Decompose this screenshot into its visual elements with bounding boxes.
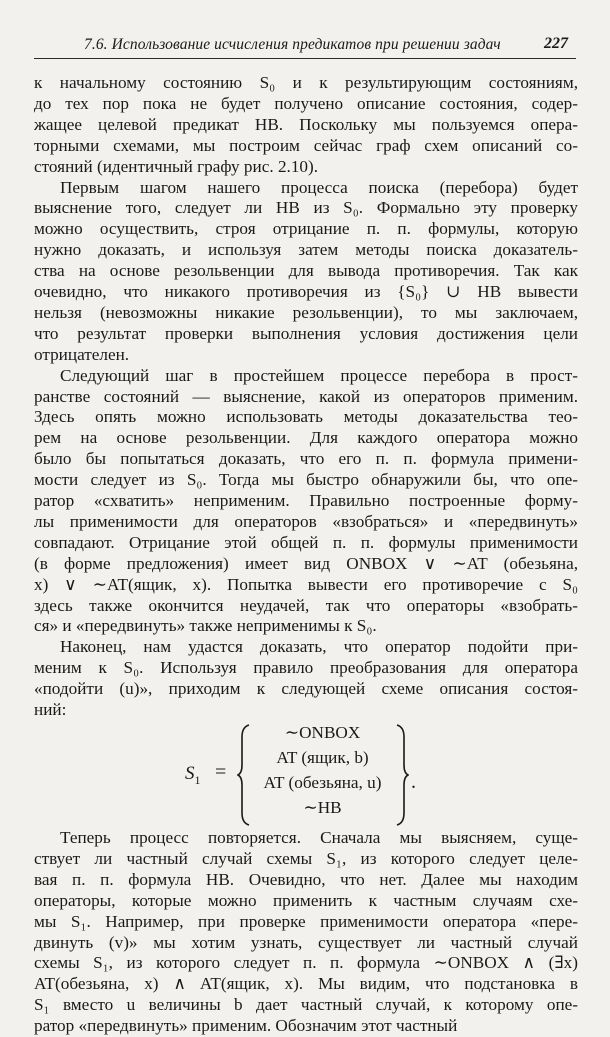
text-line: нужно доказать, и используя затем методы поиска доказатель- xyxy=(34,240,578,260)
text-line: операторы, которые можно применить к частным случаям схе- xyxy=(34,890,578,910)
text-line: нельзя (невозможны никакие резольвенции), то мы заключаем, xyxy=(34,302,578,322)
text-line: очевидно, что никакого противоречия из {S₀} ∪ HB вывести xyxy=(34,282,578,301)
text-line: Теперь процесс повторяется. Сначала мы выясняем, суще- xyxy=(60,828,578,847)
formula-row: ∼ONBOX xyxy=(284,723,361,742)
formula-row: AT (обезьяна, u) xyxy=(263,773,382,792)
text-line: Следующий шаг в простейшем процессе перебора в прост- xyxy=(60,365,578,385)
text-line: совпадают. Отрицание этой общей п. п. формулы применимости xyxy=(34,532,578,552)
state-schema-formula xyxy=(175,721,435,829)
text-line: S₁ вместо u величины b дает частный случай, к которому опе- xyxy=(34,995,578,1015)
text-line: ратор «передвинуть» применим. Обозначим этот частный xyxy=(34,1016,458,1036)
text-line: Наконец, нам удастся доказать, что оператор подойти при- xyxy=(60,637,578,657)
text-line: Здесь опять можно использовать методы доказательства тео- xyxy=(34,407,578,427)
text-line: ства на основе резольвенции для вывода противоречия. Так как xyxy=(34,261,578,281)
text-line: меним к S₀. Используя правило преобразования для оператора xyxy=(34,658,578,678)
formula-lhs: $S_1$ xyxy=(185,763,201,787)
text-line: жащее целевой предикат HB. Поскольку мы пользуемся опера- xyxy=(34,114,578,134)
text-line: ратор «схватить» неприменим. Правильно построенные форму- xyxy=(34,491,578,510)
text-line: Первым шагом нашего процесса поиска (перебора) будет xyxy=(60,177,578,197)
text-line: стояний (идентичный графу рис. 2.10). xyxy=(34,156,319,176)
text-line: рем на основе резольвенции. Для каждого оператора можно xyxy=(34,428,578,448)
text-line: мости следует из S₀. Тогда мы быстро обнаружили бы, что опе- xyxy=(34,470,578,490)
text-line: схемы S₁, из которого следует п. п. формула ∼ONBOX ∧ (∃x) xyxy=(34,953,578,973)
text-line: отрицателен. xyxy=(34,344,130,364)
text-line: к начальному состоянию S₀ и к результирующим состояниям, xyxy=(34,73,578,92)
running-header xyxy=(34,30,576,59)
header-title: 7.6. Использование исчисления предикатов при решении задач xyxy=(84,36,501,53)
text-line: x) ∨ ∼AT(ящик, x). Попытка вывести его противоречие с S₀ xyxy=(34,574,578,594)
formula-equals: = xyxy=(215,761,227,783)
text-line: лы применимости для операторов «взобраться» и «передвинуть» xyxy=(34,511,578,531)
text-line: «подойти (u)», приходим к следующей схеме описания состоя- xyxy=(34,679,578,699)
text-line: до тех пор пока не будет получено описание состояния, содер- xyxy=(34,93,578,113)
text-line: (в форме предложения) имеет вид ONBOX ∨ ∼AT (обезьяна, xyxy=(34,553,578,573)
text-line: здесь также окончится неудачей, так что операторы «взобрать- xyxy=(34,595,578,615)
text-line: ствует ли частный случай схемы S₁, из которого следует целе- xyxy=(34,848,578,868)
page-number: 227 xyxy=(544,35,568,52)
text-line: выяснение того, следует ли HB из S₀. Формально эту проверку xyxy=(34,198,578,218)
text-line: мы S₁. Например, при проверке применимости оператора «пере- xyxy=(34,911,578,931)
text-line: что результат проверки выполнения условия достижения цели xyxy=(34,323,578,343)
text-line: ся» и «передвинуть» также неприменимы к S₀. xyxy=(34,616,377,636)
formula-row: ∼HB xyxy=(303,798,342,817)
formula-row: AT (ящик, b) xyxy=(276,748,369,767)
text-line: ранстве состояний — выяснение, какой из операторов применим. xyxy=(34,386,578,406)
text-line: ний: xyxy=(34,700,67,719)
text-line: AT(обезьяна, x) ∧ AT(ящик, x). Мы видим, что подстановка в xyxy=(34,974,578,994)
text-line: можно осуществить, строя отрицание п. п. формулы, которую xyxy=(34,219,578,239)
text-line: было бы попытаться доказать, что его п. п. формула примени- xyxy=(34,449,578,469)
text-line: торными схемами, мы построим сейчас граф схем описаний со- xyxy=(34,135,578,155)
right-brace-icon xyxy=(395,723,409,827)
left-brace-icon xyxy=(237,723,251,827)
formula-period: . xyxy=(411,771,416,793)
text-line: двинуть (v)» мы хотим узнать, существует ли частный случай xyxy=(34,932,578,952)
text-line: вая п. п. формула HB. Очевидно, что нет. Далее мы находим xyxy=(34,869,578,889)
